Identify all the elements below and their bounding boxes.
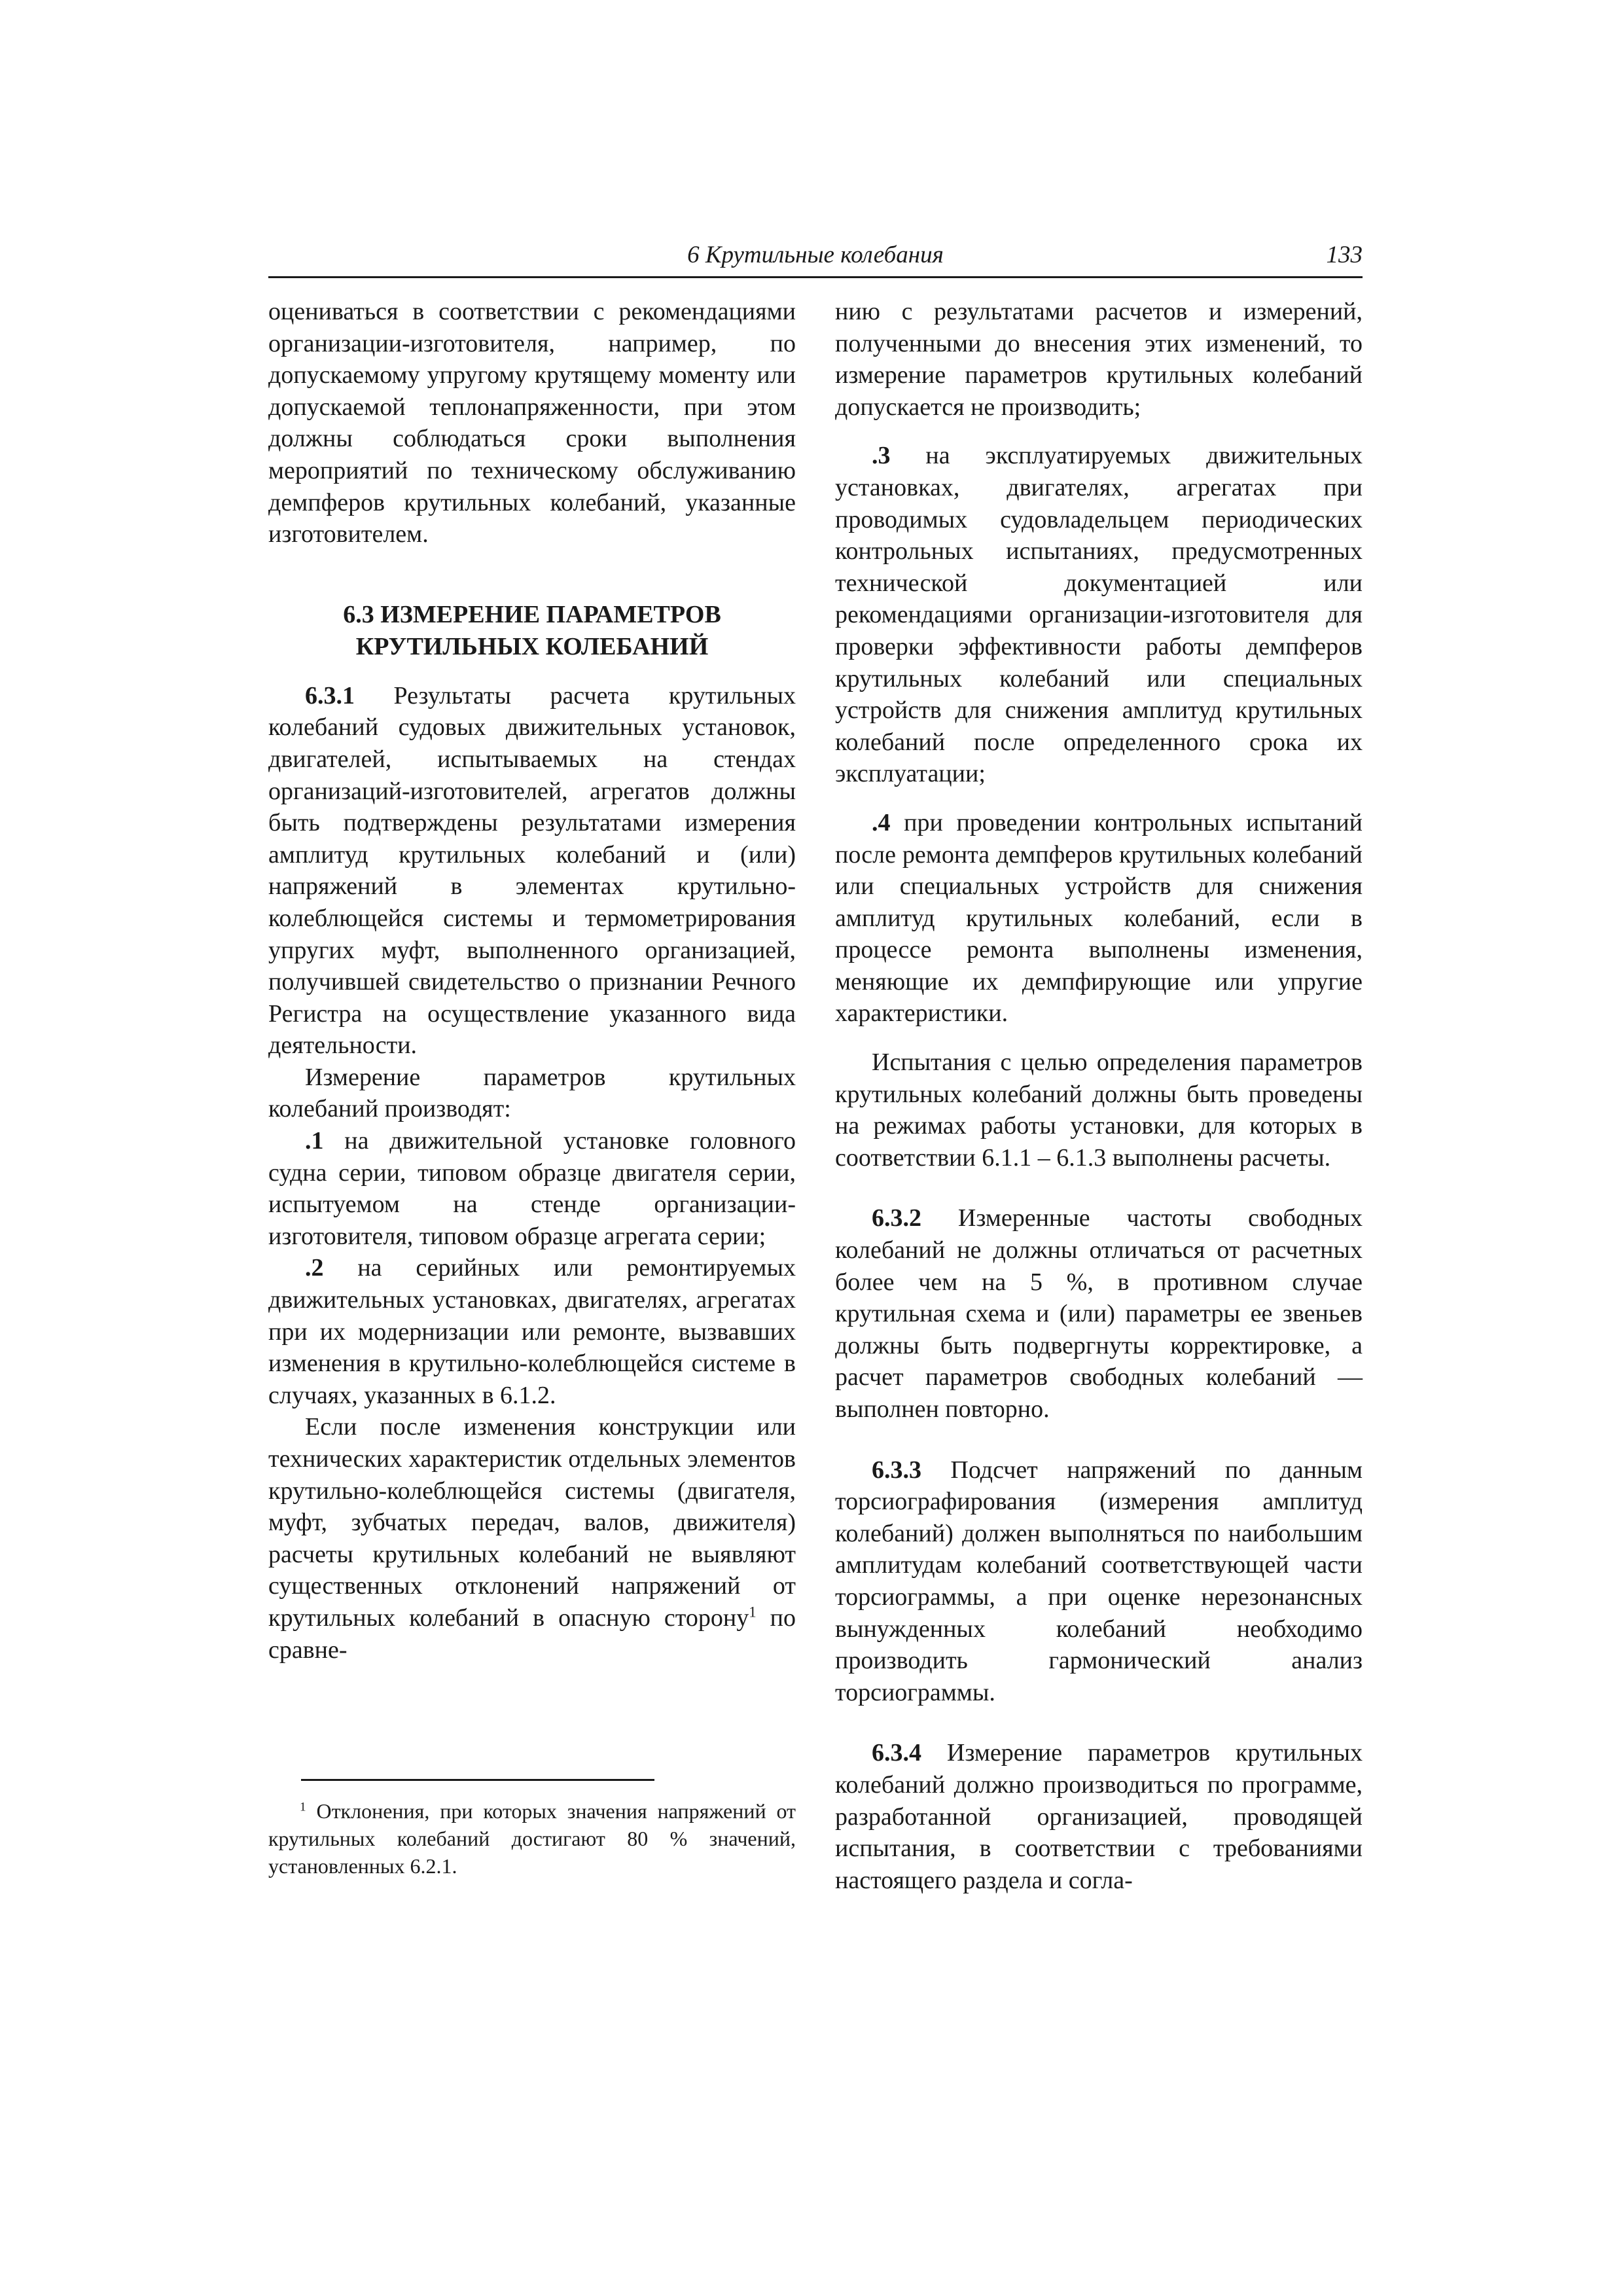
paragraph-text-end: по сравне- xyxy=(268,1604,796,1664)
clause-6-3-4 xyxy=(835,1737,1363,1896)
paragraph-tests: Испытания с целью определения параметров крутильных колебаний должны быть проведены на режимах работы установки, для которых в соответствии 6.1.1 – 6.1.3 выполнены расчеты. xyxy=(835,1049,1363,1172)
clause-text: Измеренные частоты свободных колебаний не должны отличаться от расчетных более чем на 5 %, в противном случае крутильная схема и (или) параметры ее звеньев должны быть подвергнуты корректировке, а расчет параметров свободных колебаний — выполнен повторно. xyxy=(835,1204,1363,1423)
clause-number: 6.3.4 xyxy=(872,1739,921,1767)
right-column xyxy=(835,296,1363,1896)
paragraph-measurement-intro: Измерение параметров крутильных колебаний производят: xyxy=(268,1063,796,1123)
footnote-reference: 1 xyxy=(749,1604,757,1621)
footnote-divider xyxy=(301,1779,654,1781)
section-heading-line-1: 6.3 ИЗМЕРЕНИЕ ПАРАМЕТРОВ xyxy=(343,600,721,628)
running-header-title: 6 Крутильные колебания xyxy=(687,242,944,268)
footnote-marker: 1 xyxy=(300,1800,306,1814)
paragraph-if-after-change xyxy=(268,1411,796,1666)
section-heading xyxy=(268,599,796,663)
clause-number: 6.3.1 xyxy=(305,681,355,709)
list-item-text: на эксплуатируемых движительных установках, двигателях, агрегатах при проводимых судовладельцем периодических контрольных испытаниях, предусмотренных технической документацией или рекомендациями организации-изготовителя для проверки эффективности работы демпферов крутильных колебаний или специальных устройств для снижения амплитуд крутильных колебаний после определенного срока их эксплуатации; xyxy=(835,442,1363,788)
clause-text: Результаты расчета крутильных колебаний судовых движительных установок, двигателей, испытываемых на стендах организаций-изготовителей, агрегатов должны быть подтверждены результатами измерения амплитуд крутильных колебаний и (или) напряжений в элементах крутильно-колеблющейся системы и термометрирования упругих муфт, выполненного организацией, получившей свидетельство о признании Речного Регистра на осуществление указанного вида деятельности. xyxy=(268,681,796,1060)
list-item-2 xyxy=(268,1252,796,1411)
clause-text: Подсчет напряжений по данным торсиографирования (измерения амплитуд колебаний) должен выполняться по наибольшим амплитудам колебаний соответствующей части торсиограммы, а при оценке нерезонансных вынужденных колебаний необходимо производить гармонический анализ торсиограммы. xyxy=(835,1456,1363,1706)
page-number: 133 xyxy=(1326,242,1363,268)
footnote-text-block xyxy=(268,1797,796,1880)
list-item-number: .2 xyxy=(305,1254,324,1282)
paragraph-text: Если после изменения конструкции или технических характеристик отдельных элементов крутильно-колеблющейся системы (двигателя, муфт, зубчатых передач, валов, движителя) расчеты крутильных колебаний не выявляют существенных отклонений напряжений от крутильных колебаний в опасную сторону xyxy=(268,1413,796,1632)
paragraph-continuation: нию с результатами расчетов и измерений, полученными до внесения этих изменений, то измерение параметров крутильных колебаний допускается не производить; xyxy=(835,298,1363,421)
list-item-number: .4 xyxy=(872,808,891,836)
clause-6-3-1 xyxy=(268,680,796,1062)
list-item-4 xyxy=(835,807,1363,1030)
running-header xyxy=(268,237,1363,278)
list-item-text: на серийных или ремонтируемых движительных установках, двигателях, агрегатах при их модернизации или ремонте, вызвавших изменения в крутильно-колеблющейся системе в случаях, указанных в 6.1.2. xyxy=(268,1254,796,1409)
clause-number: 6.3.3 xyxy=(872,1456,921,1484)
paragraph-continuation: оцениваться в соответствии с рекомендациями организации-изготовителя, например, по допускаемому упругому крутящему моменту или допускаемой теплонапряженности, при этом должны соблюдаться сроки выполнения мероприятий по техническому обслуживанию демпферов крутильных колебаний, указанные изготовителем. xyxy=(268,298,796,548)
clause-text: Измерение параметров крутильных колебаний должно производиться по программе, разработанной организацией, проводящей испытания, в соответствии с требованиями настоящего раздела и согла- xyxy=(835,1739,1363,1894)
clause-6-3-2 xyxy=(835,1202,1363,1425)
list-item-3 xyxy=(835,440,1363,790)
footnote-text: Отклонения, при которых значения напряжений от крутильных колебаний достигают 80 % значений, установленных 6.2.1. xyxy=(268,1799,796,1878)
list-item-number: .1 xyxy=(305,1127,324,1155)
footnote xyxy=(268,1797,796,1880)
section-heading-line-2: КРУТИЛЬНЫХ КОЛЕБАНИЙ xyxy=(355,632,709,660)
clause-number: 6.3.2 xyxy=(872,1204,921,1232)
list-item-text: на движительной установке головного судна серии, типовом образце двигателя серии, испытуемом на стенде организации-изготовителя, типовом образце агрегата серии; xyxy=(268,1127,796,1250)
list-item-number: .3 xyxy=(872,442,891,470)
left-column xyxy=(268,296,796,1666)
list-item-1 xyxy=(268,1125,796,1252)
list-item-text: при проведении контрольных испытаний после ремонта демпферов крутильных колебаний или специальных устройств для снижения амплитуд крутильных колебаний, если в процессе ремонта выполнены изменения, меняющие их демпфирующие или упругие характеристики. xyxy=(835,808,1363,1028)
clause-6-3-3 xyxy=(835,1454,1363,1709)
